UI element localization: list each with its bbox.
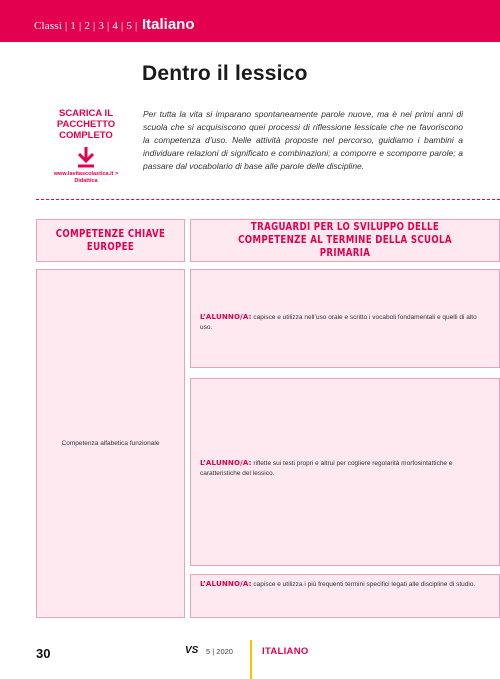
- download-url-link[interactable]: www.lavitascolastica.it >: [53, 171, 119, 177]
- traguardo-description: capisce e utilizza nell’uso orale e scritto i vocaboli fondamentali e quelli di alto uso.: [200, 314, 477, 331]
- header-competenze-text: COMPETENZE CHIAVE EUROPEE: [55, 227, 166, 253]
- download-label[interactable]: SCARICA IL PACCHETTO COMPLETO: [56, 108, 116, 141]
- alunno-label: L’ALUNNO/A:: [200, 313, 252, 321]
- traguardo-cell: [190, 574, 500, 618]
- footer-divider: [250, 640, 252, 679]
- section-divider: [36, 199, 500, 200]
- magazine-logo: VS: [185, 645, 199, 656]
- traguardo-text: [200, 312, 489, 333]
- competenza-cell: [36, 269, 185, 618]
- issue-label: 5 | 2020: [206, 647, 233, 656]
- download-arrow-icon[interactable]: [71, 145, 101, 169]
- alunno-label: L’ALUNNO/A:: [200, 459, 252, 467]
- page-number: 30: [36, 646, 51, 661]
- subject-label: Italiano: [142, 16, 195, 33]
- traguardo-cell: [190, 378, 500, 566]
- header-traguardi-text: TRAGUARDI PER LO SVILUPPO DELLE COMPETENZE AL TERMINE DELLA SCUOLA PRIMARIA: [238, 221, 452, 259]
- header-traguardi: [190, 219, 500, 262]
- footer-subject: ITALIANO: [262, 646, 309, 657]
- traguardo-text: [200, 458, 489, 479]
- page-title: Dentro il lessico: [142, 62, 308, 85]
- traguardo-cell: [190, 269, 500, 368]
- header-competenze: [36, 219, 185, 262]
- download-block[interactable]: [38, 108, 134, 184]
- alunno-label: L’ALUNNO/A:: [200, 580, 252, 588]
- download-section-link[interactable]: Didattica: [74, 178, 98, 184]
- header-bar: [0, 0, 500, 42]
- traguardo-description: riflette sui testi propri e altrui per cogliere regolarità morfosintattiche e caratteristiche del lessico.: [200, 460, 453, 477]
- intro-paragraph: Per tutta la vita si imparano spontaneamente parole nuove, ma è nei primi anni di scuola che si acquisiscono quei processi di riflessione lessicale che ne favoriscono la competenza d’uso. Nelle attività proposte nel percorso, guidiamo i bambini a individuare relazioni di significato e combinazioni; a comporre e scomporre parole; a passare dal vocabolario di base alle parole delle discipline.: [143, 109, 463, 171]
- competenza-text: Competenza alfabetica funzionale: [61, 440, 160, 447]
- classi-label: Classi | 1 | 2 | 3 | 4 | 5 |: [34, 20, 138, 32]
- traguardo-text: [200, 579, 489, 590]
- traguardo-description: capisce e utilizza i più frequenti termini specifici legati alle discipline di studio.: [253, 581, 476, 588]
